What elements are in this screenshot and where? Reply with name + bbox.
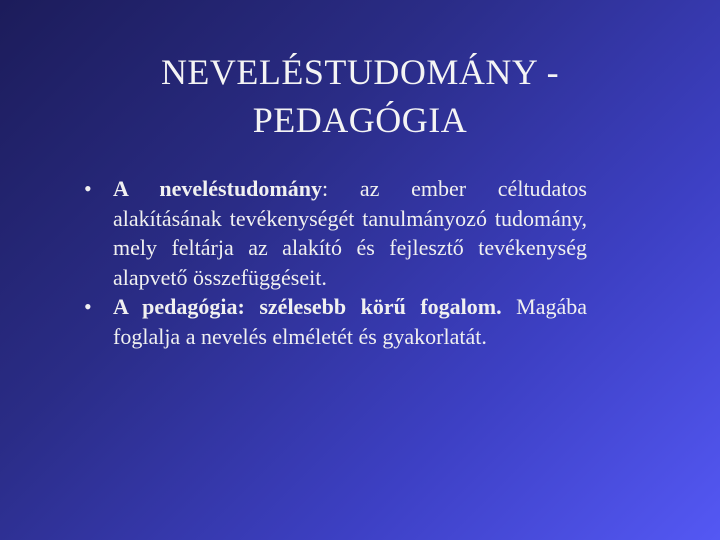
bullet-marker: •	[84, 294, 92, 319]
bullet-pedagogia	[84, 292, 587, 351]
bullet-neveleestudomany	[84, 174, 587, 292]
title-line-1: NEVELÉSTUDOMÁNY -	[160, 52, 560, 92]
bullet-definition: : az ember céltudatos alakításának tevékenységét tanulmányozó tudomány, mely feltárja az alakító és fejlesztő tevékenység alapvető összefüggéseit.	[113, 176, 587, 290]
title-line-2: PEDAGÓGIA	[252, 100, 468, 140]
bullet-term: A neveléstudomány	[113, 176, 322, 201]
bullet-definition: Magába foglalja a nevelés elméletét és gyakorlatát.	[113, 294, 587, 349]
bullet-list	[84, 174, 587, 351]
bullet-term: A pedagógia: szélesebb körű fogalom.	[113, 294, 502, 319]
slide-title	[60, 48, 660, 144]
bullet-marker: •	[84, 176, 92, 201]
